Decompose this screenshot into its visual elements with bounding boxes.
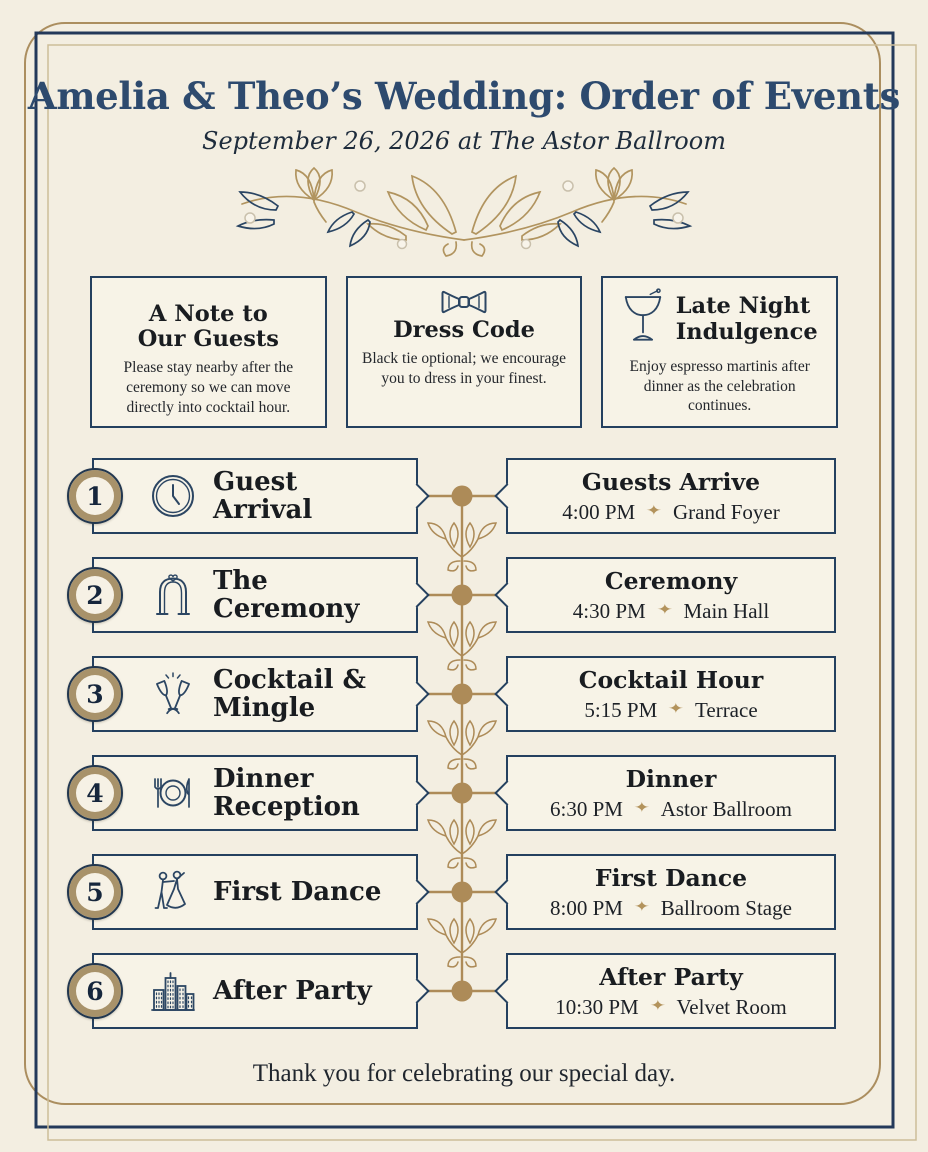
event-label: The Ceremony xyxy=(213,565,360,624)
event-location: Astor Ballroom xyxy=(660,796,792,821)
timeline-row xyxy=(86,953,836,1029)
timeline-spine xyxy=(92,458,836,1029)
note-to-guests-card xyxy=(90,276,327,428)
event-detail xyxy=(555,995,786,1020)
step-number: 6 xyxy=(86,976,104,1006)
coupe-glass-icon xyxy=(622,288,664,351)
event-detail xyxy=(573,599,769,624)
sparkle-separator-icon: ✦ xyxy=(633,801,651,816)
card-title-line: Indulgence xyxy=(675,318,818,345)
event-label: First Dance xyxy=(213,876,382,907)
sparkle-separator-icon: ✦ xyxy=(667,702,685,717)
timeline-event-box xyxy=(86,953,418,1029)
card-title-line: Late Night xyxy=(675,293,811,320)
event-label: Guest Arrival xyxy=(213,466,313,525)
sparkle-separator-icon: ✦ xyxy=(633,900,651,915)
card-body: Black tie optional; we encourage you to dress in your finest. xyxy=(362,350,567,387)
event-location: Velvet Room xyxy=(676,994,787,1019)
step-number-badge xyxy=(67,468,123,524)
city-skyline-icon xyxy=(150,968,196,1014)
clock-icon xyxy=(150,473,196,519)
event-location: Terrace xyxy=(695,697,758,722)
timeline-row xyxy=(86,854,836,930)
step-number-badge xyxy=(67,666,123,722)
timeline-detail-box xyxy=(506,557,836,633)
event-detail xyxy=(550,797,792,822)
bow-tie-icon xyxy=(358,288,571,318)
event-time: 8:00 PM xyxy=(550,895,623,920)
timeline-detail-box xyxy=(506,755,836,831)
event-location: Ballroom Stage xyxy=(660,895,792,920)
late-night-card xyxy=(601,276,838,428)
event-label: Dinner Reception xyxy=(213,763,360,822)
timeline-row xyxy=(86,557,836,633)
event-title: Cocktail Hour xyxy=(578,665,764,694)
event-detail xyxy=(550,896,792,921)
event-title: After Party xyxy=(599,962,743,991)
step-number: 4 xyxy=(86,778,104,808)
timeline-row xyxy=(86,458,836,534)
timeline-row xyxy=(86,755,836,831)
step-number: 2 xyxy=(86,580,104,610)
timeline-event-box xyxy=(86,755,418,831)
footer-message: Thank you for celebrating our special day. xyxy=(252,1060,676,1087)
timeline-row xyxy=(86,656,836,732)
timeline-detail-box xyxy=(506,953,836,1029)
timeline-event-box xyxy=(86,557,418,633)
dress-code-card xyxy=(346,276,583,428)
card-title-line: Our Guests xyxy=(137,326,279,353)
event-title: Dinner xyxy=(625,764,717,793)
event-title: First Dance xyxy=(594,863,748,892)
sparkle-separator-icon: ✦ xyxy=(656,603,673,618)
step-number: 5 xyxy=(86,877,104,907)
timeline-detail-box xyxy=(506,458,836,534)
timeline-detail-box xyxy=(506,854,836,930)
dinner-plate-icon xyxy=(150,770,196,816)
event-time: 4:30 PM xyxy=(572,598,646,623)
step-number: 3 xyxy=(86,679,104,709)
event-location: Main Hall xyxy=(683,598,770,623)
sparkle-separator-icon: ✦ xyxy=(649,999,666,1014)
card-title xyxy=(358,318,571,343)
card-heading-row xyxy=(613,288,826,351)
timeline-event-box xyxy=(86,458,418,534)
event-label: Cocktail & Mingle xyxy=(213,664,367,723)
card-title-line: A Note to xyxy=(148,301,268,327)
sparkle-separator-icon: ✦ xyxy=(645,504,663,519)
floral-divider xyxy=(234,164,694,264)
event-title: Guests Arrive xyxy=(581,467,761,496)
card-title xyxy=(102,302,315,352)
card-body: Enjoy espresso martinis after dinner as the celebration continues. xyxy=(629,358,810,415)
event-time: 5:15 PM xyxy=(584,697,658,722)
step-number-badge xyxy=(67,567,123,623)
dancers-icon xyxy=(150,869,196,915)
event-time: 6:30 PM xyxy=(550,796,623,821)
timeline-event-box xyxy=(86,656,418,732)
page-title: Amelia & Theo’s Wedding: Order of Events xyxy=(27,74,901,118)
info-cards xyxy=(90,276,838,428)
event-label: After Party xyxy=(213,975,372,1006)
event-time: 10:30 PM xyxy=(555,994,639,1019)
card-body: Please stay nearby after the ceremony so we can move directly into cocktail hour. xyxy=(123,359,294,416)
timeline-event-box xyxy=(86,854,418,930)
event-title: Ceremony xyxy=(604,566,738,595)
timeline-detail-box xyxy=(506,656,836,732)
step-number-badge xyxy=(67,864,123,920)
event-location: Grand Foyer xyxy=(672,499,780,524)
event-time: 4:00 PM xyxy=(562,499,636,524)
event-detail xyxy=(584,698,757,723)
event-detail xyxy=(562,500,779,525)
events-timeline xyxy=(86,458,836,1029)
toast-glasses-icon xyxy=(150,671,196,717)
card-title-line: Dress Code xyxy=(393,317,535,343)
wedding-arch-icon xyxy=(150,572,196,618)
step-number-badge xyxy=(67,765,123,821)
step-number: 1 xyxy=(86,481,104,511)
step-number-badge xyxy=(67,963,123,1019)
card-title xyxy=(676,294,818,344)
page-subtitle: September 26, 2026 at The Astor Ballroom xyxy=(202,127,726,155)
